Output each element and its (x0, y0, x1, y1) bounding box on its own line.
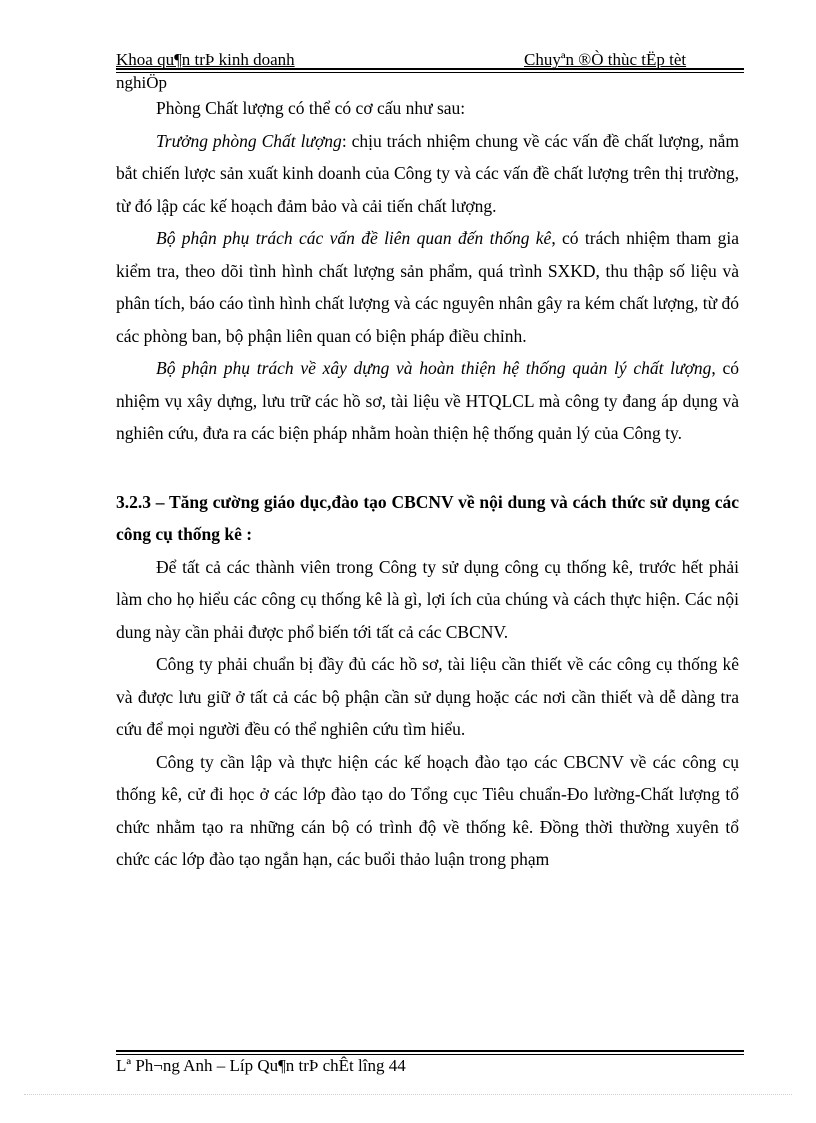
paragraph-lead-italic: Trưởng phòng Chất lượng (156, 130, 342, 151)
paragraph-lead-italic: Bộ phận phụ trách về xây dựng và hoàn thiện hệ thống quản lý chất lượng (156, 358, 712, 378)
paragraph-statistics-unit (116, 222, 739, 352)
page-footer (116, 1050, 744, 1080)
intro-paragraph: Phòng Chất lượng có thể có cơ cấu như sau: (156, 98, 466, 118)
paragraph-text: , có trách nhiệm tham gia kiểm tra, theo dõi tình hình chất lượng sản phẩm, quá trình SXKD, thu thập số liệu và phân tích, báo cáo tình hình chất lượng và các nguyên nhân gây ra kém chất lượng, từ đó các phòng ban, bộ phận liên quan có biện pháp điều chỉnh. (116, 228, 739, 346)
page-bottom-divider (24, 1094, 792, 1095)
footer-rule-thin (116, 1054, 744, 1055)
paragraph-qms-unit (116, 352, 739, 450)
section-heading: 3.2.3 – Tăng cường giáo dục,đào tạo CBCNV về nội dung và cách thức sử dụng các công cụ thống kê : (116, 491, 739, 544)
paragraph-training-2: Công ty phải chuẩn bị đầy đủ các hồ sơ, tài liệu cần thiết về các công cụ thống kê và được lưu giữ ở tất cả các bộ phận cần sử dụng hoặc các nơi cần thiết và dễ dàng tra cứu để mọi người đều có thể nghiên cứu tìm hiểu. (116, 654, 739, 739)
document-body (116, 92, 739, 876)
paragraph-training-1: Để tất cả các thành viên trong Công ty sử dụng công cụ thống kê, trước hết phải làm cho họ hiểu các công cụ thống kê là gì, lợi ích của chúng và cách thực hiện. Các nội dung này cần phải được phổ biến tới tất cả các CBCNV. (116, 556, 739, 642)
paragraph-training-3: Công ty cần lập và thực hiện các kế hoạch đào tạo các CBCNV về các công cụ thống kê, cử đi học ở các lớp đào tạo do Tổng cục Tiêu chuẩn-Đo lường-Chất lượng tổ chức nhằm tạo ra những cán bộ có trình độ về thống kê. Đồng thời thường xuyên tổ chức các lớp đào tạo ngắn hạn, các buổi thảo luận trong phạm (116, 751, 739, 869)
header-right-text: Chuyªn ®Ò thùc tËp tèt (524, 50, 687, 69)
paragraph-text: , có nhiệm vụ xây dựng, lưu trữ các hồ sơ, tài liệu về HTQLCL mà công ty đang áp dụng và nghiên cứu, đưa ra các biện pháp nhằm hoàn thiện hệ thống quản lý của Công ty. (116, 358, 739, 443)
header-rule-thick (116, 68, 744, 70)
footer-text: Lª Ph¬ng Anh – Líp Qu¶n trÞ chÊt lîng 44 (116, 1056, 406, 1075)
header-rule-thin (116, 72, 744, 73)
paragraph-text: : chịu trách nhiệm chung về các vấn đề chất lượng, nắm bắt chiến lược sản xuất kinh doanh của Công ty và các vấn đề chất lượng trên thị trường, từ đó lập các kế hoạch đảm bảo và cải tiến chất lượng. (116, 130, 739, 216)
paragraph-lead-italic: Bộ phận phụ trách các vấn đề liên quan đến thống kê (156, 228, 552, 248)
header-left-text: Khoa qu¶n trÞ kinh doanh (116, 50, 295, 69)
header-continuation-text: nghiÖp (116, 73, 167, 92)
paragraph-head-of-quality (116, 125, 739, 223)
page-header (116, 50, 744, 94)
footer-rule-thick (116, 1050, 744, 1052)
